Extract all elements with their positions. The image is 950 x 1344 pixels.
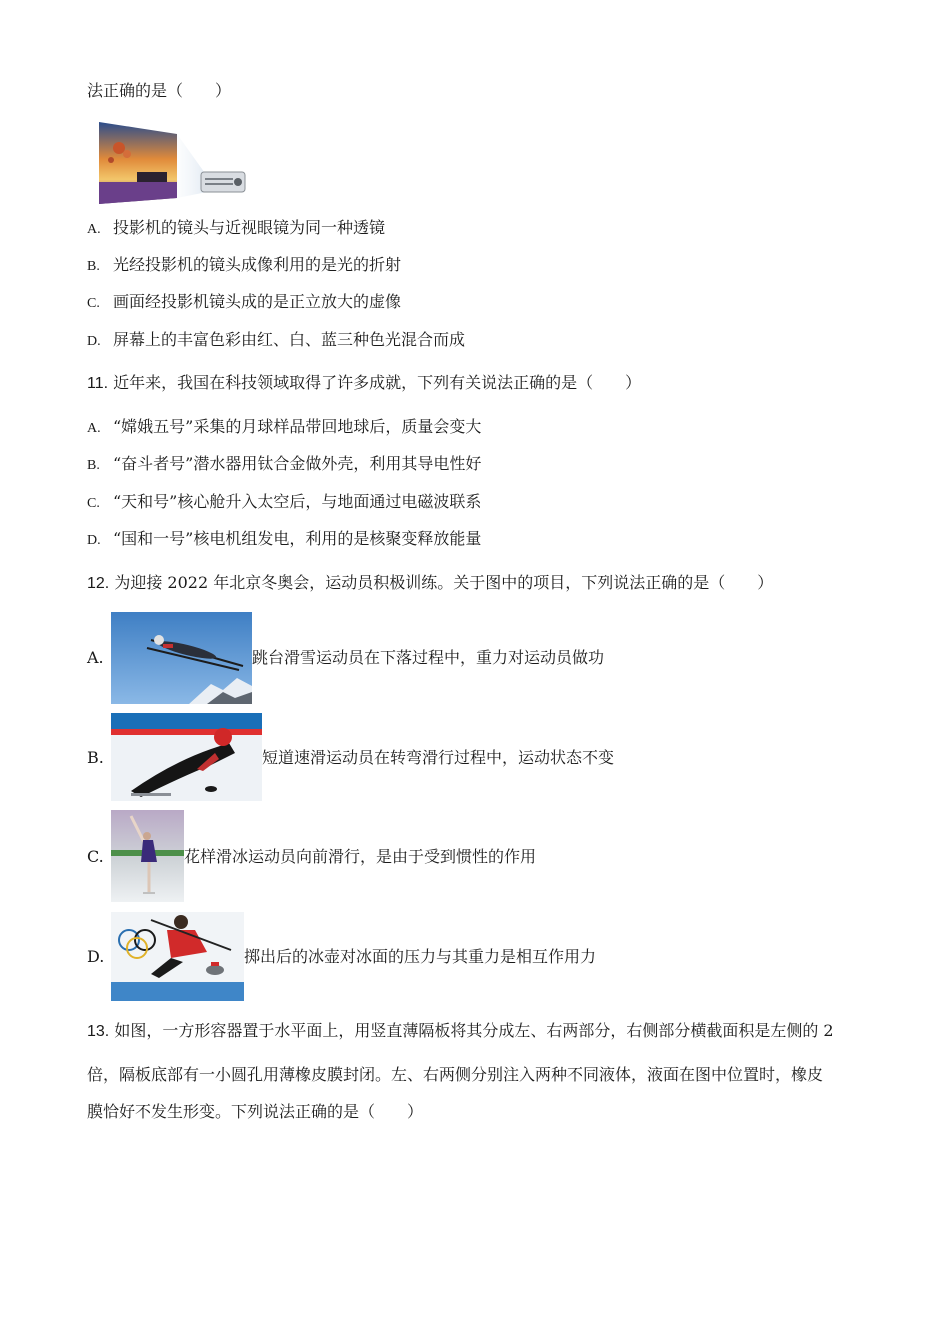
option-text: “国和一号”核电机组发电，利用的是核聚变释放能量 bbox=[113, 529, 482, 548]
projector-figure bbox=[97, 118, 247, 204]
projector-illustration bbox=[97, 118, 247, 204]
figure-skating-image bbox=[111, 810, 184, 902]
q13-stem-line-1 bbox=[87, 1021, 834, 1042]
question-number: 12. bbox=[87, 575, 110, 592]
q12-option-c-letter: C. bbox=[87, 847, 104, 866]
question-text: 近年来，我国在科技领域取得了许多成就，下列有关说法正确的是（ ） bbox=[113, 373, 642, 392]
q12-option-b-text: 短道速滑运动员在转弯滑行过程中，运动状态不变 bbox=[262, 748, 615, 767]
q12-option-b-letter: B. bbox=[87, 748, 104, 767]
q11-option-b bbox=[87, 454, 481, 476]
ski-jump-photo bbox=[111, 612, 252, 704]
option-letter: D. bbox=[87, 533, 101, 548]
q10-option-d bbox=[87, 330, 465, 352]
q11-option-d bbox=[87, 529, 481, 551]
figure-skating-photo bbox=[111, 810, 184, 902]
option-text: 画面经投影机镜头成的是正立放大的虚像 bbox=[113, 292, 402, 311]
curling-image bbox=[111, 912, 244, 1001]
q10-option-a bbox=[87, 218, 385, 240]
q12-option-a-letter: A. bbox=[87, 648, 104, 667]
option-text: 光经投影机的镜头成像利用的是光的折射 bbox=[113, 255, 402, 274]
q11-stem bbox=[87, 373, 641, 394]
option-letter: B. bbox=[87, 259, 100, 274]
q12-option-a-text: 跳台滑雪运动员在下落过程中，重力对运动员做功 bbox=[252, 648, 605, 667]
option-letter: B. bbox=[87, 458, 100, 473]
question-text: 为迎接 2022 年北京冬奥会，运动员积极训练。关于图中的项目，下列说法正确的是（ ） bbox=[114, 573, 774, 592]
option-text: “嫦娥五号”采集的月球样品带回地球后，质量会变大 bbox=[113, 417, 482, 436]
question-text: 如图，一方形容器置于水平面上，用竖直薄隔板将其分成左、右两部分，右侧部分横截面积是左侧的 2 bbox=[114, 1021, 834, 1040]
q13-stem-line-2: 倍，隔板底部有一小圆孔用薄橡皮膜封闭。左、右两侧分别注入两种不同液体，液面在图中位置时，橡皮 bbox=[87, 1065, 824, 1084]
question-number: 13. bbox=[87, 1023, 110, 1040]
short-track-photo bbox=[111, 713, 262, 801]
option-letter: D. bbox=[87, 334, 101, 349]
option-text: “奋斗者号”潜水器用钛合金做外壳，利用其导电性好 bbox=[113, 454, 482, 473]
q10-option-b bbox=[87, 255, 401, 277]
option-letter: C. bbox=[87, 296, 100, 311]
q11-option-c bbox=[87, 492, 481, 514]
option-letter: A. bbox=[87, 421, 101, 436]
q10-stem-tail: 法正确的是（ ） bbox=[87, 81, 232, 100]
option-text: “天和号”核心舱升入太空后，与地面通过电磁波联系 bbox=[113, 492, 482, 511]
option-text: 投影机的镜头与近视眼镜为同一种透镜 bbox=[113, 218, 386, 237]
q13-stem-line-3: 膜恰好不发生形变。下列说法正确的是（ ） bbox=[87, 1102, 424, 1121]
curling-photo bbox=[111, 912, 244, 1001]
option-letter: A. bbox=[87, 222, 101, 237]
short-track-image bbox=[111, 713, 262, 801]
q12-stem bbox=[87, 573, 773, 594]
q10-option-c bbox=[87, 292, 401, 314]
option-letter: C. bbox=[87, 496, 100, 511]
q12-option-d-letter: D. bbox=[87, 947, 105, 966]
option-text: 屏幕上的丰富色彩由红、白、蓝三种色光混合而成 bbox=[113, 330, 466, 349]
ski-jump-image bbox=[111, 612, 252, 704]
q12-option-d-text: 掷出后的冰壶对冰面的压力与其重力是相互作用力 bbox=[244, 947, 597, 966]
q11-option-a bbox=[87, 417, 481, 439]
q12-option-c-text: 花样滑冰运动员向前滑行，是由于受到惯性的作用 bbox=[184, 847, 537, 866]
question-number: 11. bbox=[87, 375, 109, 392]
